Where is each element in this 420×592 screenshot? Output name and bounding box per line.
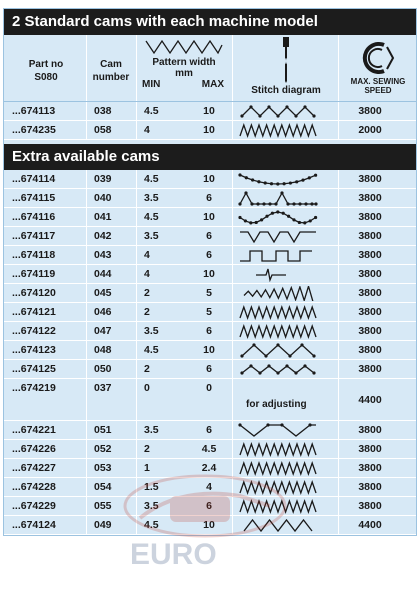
header-part-series: S080 [34,72,58,83]
min-width-cell: 4 [144,268,150,280]
divider [86,170,87,188]
divider [232,284,233,302]
header-stitch-diagram [234,35,338,102]
cam-number-cell: 053 [94,462,112,474]
table-row [4,421,416,440]
min-width-cell: 4.5 [144,105,159,117]
divider [86,440,87,458]
section-title-standard: 2 Standard cams with each machine model [4,9,416,35]
max-speed-cell: 2000 [358,124,382,136]
part-number-cell: ...674122 [12,325,56,337]
min-width-cell: 4 [144,249,150,261]
cams-table [3,8,417,536]
divider [86,516,87,534]
divider [338,379,339,420]
max-width-cell: 2.4 [201,462,217,474]
divider [338,170,339,188]
table-row [4,284,416,303]
max-speed-cell: 3800 [358,230,382,242]
header-stitch-diagram-label: Stitch diagram [251,85,321,96]
table-row [4,208,416,227]
divider [232,227,233,245]
header-cam-number [88,35,134,102]
stitch-diagram-cell [236,121,324,139]
divider [86,421,87,439]
part-number-cell: ...674228 [12,481,56,493]
max-width-cell: 6 [206,500,212,512]
divider [86,360,87,378]
cam-number-cell: 048 [94,344,112,356]
needle-icon [279,37,293,83]
divider [86,478,87,496]
divider [338,121,339,139]
max-width-cell: 10 [203,173,215,185]
stitch-diagram-cell [236,421,324,439]
divider [338,265,339,283]
max-width-cell: 10 [203,105,215,117]
divider [86,459,87,477]
table-row [4,265,416,284]
part-number-cell: ...674221 [12,424,56,436]
max-width-cell: 10 [203,211,215,223]
divider [232,459,233,477]
divider [232,303,233,321]
table-row [4,102,416,121]
table-row [4,303,416,322]
min-width-cell: 3.5 [144,230,159,242]
cam-number-cell: 047 [94,325,112,337]
stitch-diagram-icon [236,480,320,495]
section-title-extra: Extra available cams [4,144,416,170]
divider [86,189,87,207]
table-header [4,35,416,102]
part-number-cell: ...674120 [12,287,56,299]
table-row [4,246,416,265]
max-width-cell: 10 [203,519,215,531]
header-min: MIN [142,79,161,90]
max-speed-cell: 3800 [358,500,382,512]
stitch-diagram-icon [236,123,320,138]
stitch-diagram-cell [236,208,324,226]
min-width-cell: 1 [144,462,150,474]
divider [338,459,339,477]
stitch-diagram-cell [236,227,324,245]
max-speed-cell: 4400 [358,519,382,531]
divider [232,189,233,207]
divider [232,121,233,139]
divider [338,360,339,378]
divider [338,516,339,534]
table-row [4,322,416,341]
stitch-diagram-cell [236,360,324,378]
max-speed-cell: 4400 [358,394,382,406]
min-width-cell: 3.5 [144,424,159,436]
divider [338,284,339,302]
min-width-cell: 2 [144,306,150,318]
header-max-speed-label-2: SPEED [364,86,392,95]
divider [136,284,137,302]
min-width-cell: 1.5 [144,481,159,493]
stitch-diagram-cell [236,516,324,534]
header-max-speed [340,35,416,102]
max-width-cell: 6 [206,363,212,375]
max-width-cell: 4.5 [201,443,217,455]
max-width-cell: 6 [206,192,212,204]
cam-number-cell: 051 [94,424,112,436]
min-width-cell: 0 [144,382,150,394]
min-width-cell: 4.5 [144,344,159,356]
sewing-speed-icon [360,41,396,75]
divider [338,35,339,101]
divider [232,35,233,101]
divider [232,341,233,359]
divider [86,497,87,515]
divider [86,303,87,321]
stitch-diagram-icon [236,248,320,263]
part-number-cell: ...674229 [12,500,56,512]
divider [338,102,339,120]
cam-number-cell: 043 [94,249,112,261]
stitch-diagram-icon [236,518,320,533]
pattern-width-zigzag-icon [144,39,224,55]
stitch-diagram-cell [236,341,324,359]
header-max: MAX [201,79,224,90]
cam-number-cell: 046 [94,306,112,318]
part-number-cell: ...674117 [12,230,56,242]
table-row [4,189,416,208]
stitch-diagram-cell [236,440,324,458]
divider [136,208,137,226]
divider [86,322,87,340]
max-speed-cell: 3800 [358,424,382,436]
divider [86,227,87,245]
stitch-diagram-icon [236,267,320,282]
table-row [4,440,416,459]
divider [86,121,87,139]
min-width-cell: 3.5 [144,500,159,512]
table-row [4,497,416,516]
max-width-cell: 5 [206,287,212,299]
stitch-diagram-icon [236,172,320,187]
min-width-cell: 3.5 [144,325,159,337]
divider [136,341,137,359]
divider [136,379,137,420]
divider [136,265,137,283]
table-row [4,516,416,535]
stitch-diagram-cell [236,265,324,283]
divider [338,189,339,207]
table-row [4,459,416,478]
divider [338,227,339,245]
table-row [4,227,416,246]
part-number-cell: ...674115 [12,192,56,204]
cam-number-cell: 052 [94,443,112,455]
max-speed-cell: 3800 [358,344,382,356]
cam-number-cell: 037 [94,382,112,394]
divider [232,170,233,188]
divider [136,322,137,340]
header-cam-label: Cam [100,59,122,70]
min-width-cell: 4.5 [144,173,159,185]
divider [136,35,137,101]
divider [86,284,87,302]
stitch-diagram-cell [236,246,324,264]
cam-number-cell: 058 [94,124,112,136]
cam-number-cell: 055 [94,500,112,512]
max-speed-cell: 3800 [358,287,382,299]
divider [136,170,137,188]
stitch-diagram-icon [236,461,320,476]
part-number-cell: ...674124 [12,519,56,531]
max-width-cell: 4 [206,481,212,493]
divider [86,379,87,420]
extra-cams-body [4,170,416,535]
table-row [4,478,416,497]
max-speed-cell: 3800 [358,192,382,204]
cam-number-cell: 050 [94,363,112,375]
max-speed-cell: 3800 [358,268,382,280]
cam-number-cell: 041 [94,211,112,223]
divider [86,265,87,283]
stitch-diagram-cell [236,478,324,496]
max-width-cell: 5 [206,306,212,318]
divider [338,497,339,515]
header-pattern-width [138,35,230,102]
part-number-cell: ...674226 [12,443,56,455]
stitch-diagram-icon [236,104,320,119]
divider [338,208,339,226]
divider [136,246,137,264]
table-row [4,360,416,379]
stitch-diagram-cell [236,322,324,340]
stitch-diagram-cell [236,102,324,120]
stitch-diagram-icon [236,499,320,514]
header-pattern-unit: mm [175,68,193,79]
divider [338,421,339,439]
max-speed-cell: 3800 [358,249,382,261]
stitch-diagram-cell [236,170,324,188]
max-speed-cell: 3800 [358,443,382,455]
divider [86,35,87,101]
divider [136,497,137,515]
header-pattern-width-label: Pattern width [152,57,216,68]
stitch-diagram-icon [236,229,320,244]
max-width-cell: 0 [206,382,212,394]
divider [86,102,87,120]
divider [232,379,233,420]
max-speed-cell: 3800 [358,211,382,223]
stitch-diagram-icon [236,381,320,396]
svg-text:EURO: EURO [130,538,217,571]
cam-number-cell: 040 [94,192,112,204]
part-number-cell: ...674123 [12,344,56,356]
table-row [4,341,416,360]
stitch-diagram-cell [236,303,324,321]
cam-number-cell: 038 [94,105,112,117]
divider [136,478,137,496]
header-max-speed-label: MAX. SEWING [350,77,406,86]
table-row [4,379,416,421]
stitch-diagram-icon [236,286,320,301]
part-number-cell: ...674119 [12,268,56,280]
stitch-diagram-cell [236,284,324,302]
divider [136,360,137,378]
part-number-cell: ...674125 [12,363,56,375]
max-speed-cell: 3800 [358,173,382,185]
min-width-cell: 2 [144,287,150,299]
part-number-cell: ...674116 [12,211,56,223]
divider [136,303,137,321]
min-width-cell: 2 [144,363,150,375]
divider [232,516,233,534]
divider [136,227,137,245]
part-number-cell: ...674121 [12,306,56,318]
header-cam-label-2: number [92,72,130,83]
part-number-cell: ...674235 [12,124,56,136]
min-width-cell: 2 [144,443,150,455]
cam-number-cell: 054 [94,481,112,493]
adjust-note: for adjusting [246,399,307,410]
cam-number-cell: 039 [94,173,112,185]
max-width-cell: 6 [206,249,212,261]
max-width-cell: 6 [206,230,212,242]
part-number-cell: ...674114 [12,173,56,185]
divider [86,341,87,359]
cam-number-cell: 044 [94,268,112,280]
divider [232,421,233,439]
divider [338,246,339,264]
divider [338,440,339,458]
max-speed-cell: 3800 [358,462,382,474]
divider [232,360,233,378]
cam-number-cell: 045 [94,287,112,299]
divider [232,246,233,264]
divider [136,102,137,120]
divider [232,322,233,340]
stitch-diagram-icon [236,423,320,438]
part-number-cell: ...674219 [12,382,56,394]
stitch-diagram-icon [236,210,320,225]
table-row [4,121,416,140]
divider [232,440,233,458]
divider [338,341,339,359]
divider [232,102,233,120]
divider [232,497,233,515]
divider [136,421,137,439]
max-speed-cell: 3800 [358,325,382,337]
stitch-diagram-icon [236,442,320,457]
divider [86,208,87,226]
header-part-no-label: Part no [28,59,64,70]
divider [338,303,339,321]
table-row [4,170,416,189]
stitch-diagram-icon [236,191,320,206]
stitch-diagram-icon [236,324,320,339]
standard-cams-body [4,102,416,140]
min-width-cell: 3.5 [144,192,159,204]
cam-number-cell: 042 [94,230,112,242]
divider [338,478,339,496]
divider [86,246,87,264]
divider [136,121,137,139]
divider [232,208,233,226]
max-width-cell: 10 [203,124,215,136]
min-width-cell: 4.5 [144,519,159,531]
divider [338,322,339,340]
max-speed-cell: 3800 [358,105,382,117]
max-speed-cell: 3800 [358,363,382,375]
stitch-diagram-cell [236,189,324,207]
stitch-diagram-cell [236,459,324,477]
header-part-no [10,35,82,102]
max-speed-cell: 3800 [358,306,382,318]
divider [136,189,137,207]
part-number-cell: ...674113 [12,105,56,117]
stitch-diagram-cell [236,497,324,515]
divider [136,459,137,477]
cam-number-cell: 049 [94,519,112,531]
part-number-cell: ...674118 [12,249,56,261]
divider [232,265,233,283]
stitch-diagram-icon [236,305,320,320]
stitch-diagram-icon [236,343,320,358]
divider [232,478,233,496]
divider [136,440,137,458]
min-width-cell: 4 [144,124,150,136]
max-width-cell: 6 [206,424,212,436]
max-width-cell: 6 [206,325,212,337]
max-width-cell: 10 [203,268,215,280]
max-speed-cell: 3800 [358,481,382,493]
max-width-cell: 10 [203,344,215,356]
stitch-diagram-icon [236,362,320,377]
divider [136,516,137,534]
min-width-cell: 4.5 [144,211,159,223]
part-number-cell: ...674227 [12,462,56,474]
